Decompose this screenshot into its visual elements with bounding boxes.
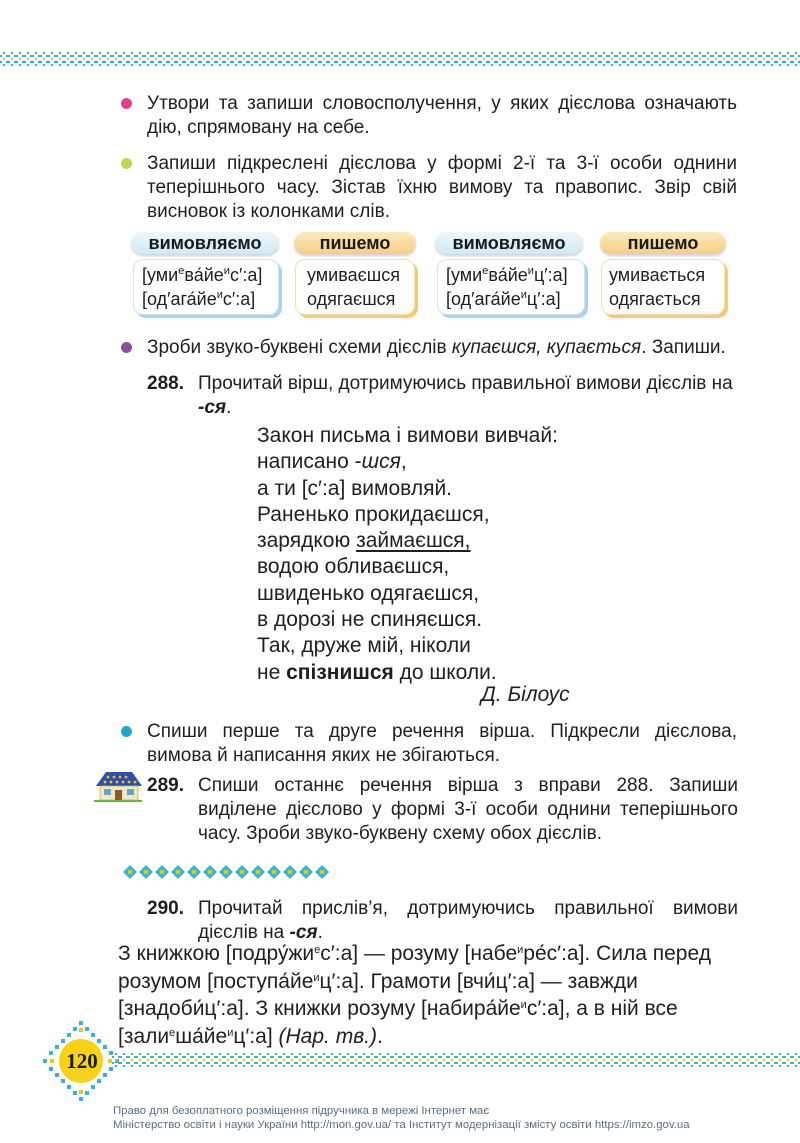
task-2-text: Запиши підкреслені дієслова у формі 2-ї та 3-ї особи однини теперішнього часу. Зістав їхню вимову та правопис. Звір свій висновок із колонками слів. (147, 153, 737, 222)
poem-line: в дорозі не спиняєшся. (257, 608, 483, 632)
poem-line: Закон письма і вимови вивчай: (257, 424, 558, 447)
bottom-ornament-band (112, 1053, 800, 1067)
page-number: 120 (66, 1049, 98, 1073)
transcription-line: $[од'ага́йе^иц':а]$ (446, 289, 561, 309)
poem-line: зарядкою займаєшся, (257, 529, 471, 553)
task-4-text: Спиши перше та друге речення вірша. Підкресли дієслова, вимова й написання яких не збігаються. (147, 721, 737, 766)
exercise-290-number: 290. (147, 898, 184, 919)
footer-line: Право для безоплатного розміщення підручника в мережі Інтернет має (113, 1105, 490, 1117)
column-header-pronounce-1: вимовляємо (131, 232, 279, 254)
footer-license (113, 1104, 690, 1132)
footer-line: Міністерство освіти і науки України http://mon.gov.ua/ та Інститут модернізації змісту освіти https://imzo.gov.ua (113, 1119, 690, 1131)
proverbs-text: З книжкою $[подру́жи^ес':а]$ — розуму [набе$^и$ре́с′:а]. Сила перед розумом $[поступа́йе^иц':а]$. Грамоти [вчи́ц′:а] — завжди [знадоби́ц′:а]. З книжки розуму $[набира́йе^ис':а]$, а в ній все $[зали^еша́йе^иц':а]$ (Нар. тв.). (118, 942, 711, 1048)
house-icon (92, 768, 144, 804)
poem-line: а ти [с′:а] вимовляй. (257, 476, 453, 500)
poem-line: Так, друже мій, ніколи (257, 634, 471, 658)
transcription-line: $[уми^ева́йе^иц':а]$ (446, 265, 568, 285)
exercise-290-text: Прочитай прислів’я, дотримуючись правильної вимови дієслів на -ся. (198, 898, 738, 943)
poem-line: написано -шся, (257, 450, 407, 474)
diamond-ornament-row (122, 864, 338, 880)
write-box-1 (295, 259, 415, 315)
column-header-write-1: пишемо (294, 232, 416, 254)
poem-line: водою обливаєшся, (257, 555, 450, 579)
transcription-line: $[уми^ева́йе^ис':а]$ (142, 265, 263, 285)
green-bullet-icon (121, 158, 132, 169)
transcription-line: $[од'ага́йе^ис':а]$ (142, 289, 256, 309)
pronounce-box-1 (133, 259, 279, 315)
task-1-text: Утвори та запиши словосполучення, у яких дієслова означають дію, спрямовану на себе. (147, 93, 737, 138)
pink-bullet-icon (121, 98, 132, 109)
underlined-verb: займаєшся, (356, 529, 471, 553)
poem-line: Раненько прокидаєшся, (257, 502, 490, 526)
word-line: умивається (609, 265, 706, 285)
column-header-pronounce-2: вимовляємо (435, 232, 583, 254)
pronounce-box-2 (437, 259, 585, 315)
word-line: умиваєшся (307, 265, 400, 285)
exercise-288-number: 288. (147, 373, 184, 394)
write-box-2 (601, 259, 725, 315)
exercise-288-text: Прочитай вірш, дотримуючись правильної вимови дієслів на -ся. (198, 373, 733, 418)
top-ornament-band (0, 52, 800, 66)
word-line: одягається (609, 289, 701, 309)
cyan-bullet-icon (121, 726, 132, 737)
exercise-289-text: Спиши останнє речення вірша з вправи 288. Запиши виділене дієслово у формі 3-ї особи однини теперішнього часу. Зроби звуко-буквену схему обох дієслів. (198, 775, 738, 844)
column-header-write-2: пишемо (600, 232, 726, 254)
purple-bullet-icon (121, 342, 132, 353)
poem-author: Д. Білоус (481, 683, 570, 706)
task-3-text: Зроби звуко-буквені схеми дієслів купаєшся, купається. Запиши. (147, 337, 726, 358)
exercise-289-number: 289. (147, 775, 184, 796)
poem-line: швиденько одягаєшся, (257, 581, 480, 605)
highlighted-verb: спізнишся (286, 660, 394, 684)
poem (257, 423, 558, 686)
word-line: одягаєшся (307, 289, 396, 309)
poem-line: не спізнишся до школи. (257, 660, 497, 684)
